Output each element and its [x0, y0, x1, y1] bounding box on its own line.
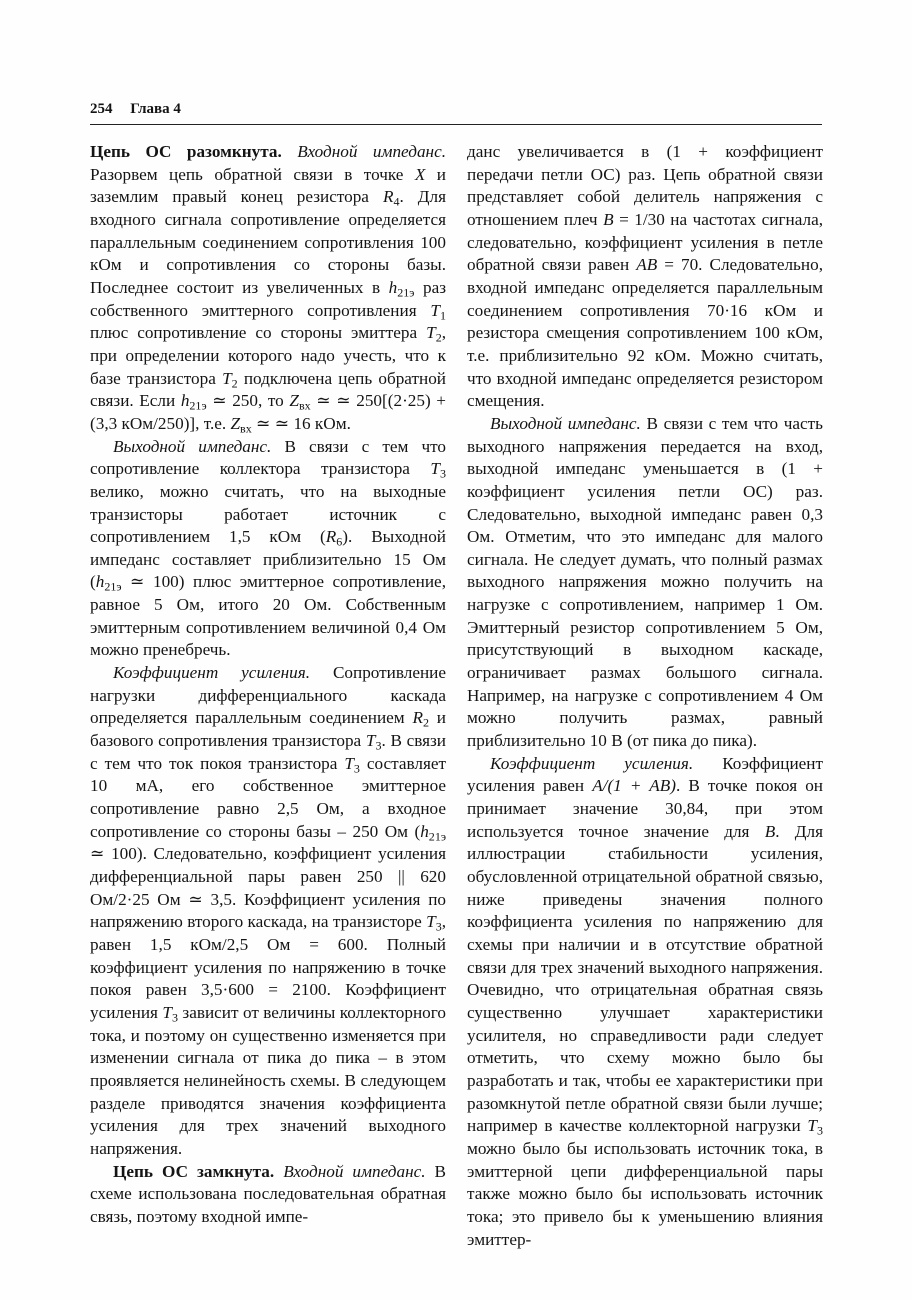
- paragraph-open-loop-output: Выходной импеданс. В связи с тем что сопротивление коллектора транзистора $T_3$ велико, можно считать, что на выходные транзисторы работает источник с сопротивлением 1,5 кОм $(R_6)$. Выходной импеданс составляет приблизительно 15 Ом ($h_{21э}$ ≃ 100) плюс эмиттерное сопротивление, равное 5 Ом, итого 20 Ом. Собственным эмиттерным сопротивлением величиной 0,4 Ом можно пренебречь.: [90, 436, 446, 660]
- paragraph-open-loop-input: Цепь ОС разомкнута. Входной импеданс. Разорвем цепь обратной связи в точке X и заземлим правый конец резистора $R_4$. Для входного сигнала сопротивление определяется параллельным соединением сопротивления 100 кОм и сопротивления со стороны базы. Последнее состоит из увеличенных в $h_{21э}$ раз собственного эмиттерного сопротивления $T_1$ плюс сопротивление со стороны эмиттера $T_2$, при определении которого надо учесть, что к базе транзистора $T_2$ подключена цепь обратной связи. Если $h_{21э}$ ≃ 250, то $Z_{вх}$ ≃ ≃ 250[(2·25) + (3,3 кОм/250)], т.е. $Z_{вх}$ ≃ ≃ 16 кОм.: [90, 142, 446, 436]
- running-header: [90, 100, 822, 118]
- paragraph-closed-loop-gain: Коэффициент усиления. Коэффициент усиления равен A/(1 + AB). В точке покоя он принимает значение 30,84, при этом используется точное значение для B. Для иллюстрации стабильности усиления, обусловленной отрицательной обратной связью, ниже приведены значения полного коэффициента усиления по напряжению для схемы при наличии и в отсутствие обратной связи для трех значений выходного напряжения. Очевидно, что отрицательная обратная связь существенно улучшает характеристики усилителя, но справедливости ради следует отметить, что схему можно было бы разработать и так, чтобы ее характеристики при разомкнутой петле обратной связи были лучше; например в качестве коллекторной нагрузки $T_3$ можно было бы использовать источник тока, в эмиттерной цепи дифференциальной пары также можно было бы использовать источник тока; это привело бы к уменьшению влияния эмиттер-: [467, 753, 823, 1249]
- chapter-title: Глава 4: [130, 101, 181, 117]
- paragraph-closed-loop-input: Цепь ОС замкнута. Входной импеданс. В схеме использована последовательная обратная связь, поэтому входной импе-: [90, 1161, 447, 1226]
- paragraph-open-loop-gain: Коэффициент усиления. Сопротивление нагрузки дифференциального каскада определяется параллельным соединением $R_2$ и базового сопротивления транзистора $T_3$. В связи с тем что ток покоя транзистора $T_3$ составляет 10 мА, его собственное эмиттерное сопротивление равно 2,5 Ом, а входное сопротивление со стороны базы – 250 Ом ($h_{21э}$ ≃ 100). Следовательно, коэффициент усиления дифференциальной пары равен 250 || 620 Ом/2·25 Ом ≃ 3,5. Коэффициент усиления по напряжению второго каскада, на транзисторе $T_3$, равен 1,5 кОм/2,5 Ом = 600. Полный коэффициент усиления по напряжению в точке покоя равен 3,5·600 = 2100. Коэффициент усиления $T_3$ зависит от величины коллекторного тока, и поэтому он существенно изменяется при изменении сигнала от пика до пика – в этом проявляется нелинейность схемы. В следующем разделе приводятся значения коэффициента усиления для трех значений выходного напряжения.: [90, 663, 447, 1158]
- left-column: [90, 141, 446, 1229]
- page-number: 254: [90, 101, 113, 117]
- header-rule: [90, 124, 822, 125]
- paragraph-closed-loop-output: Выходной импеданс. В связи с тем что часть выходного напряжения передается на вход, выходной импеданс уменьшается в (1 + коэффициент усиления петли ОС) раз. Следовательно, выходной импеданс равен 0,3 Ом. Отметим, что это импеданс для малого сигнала. Не следует думать, что полный размах выходного напряжения можно получить на нагрузке с сопротивлением, например 1 Ом. Эмиттерный резистор сопротивлением 5 Ом, присутствующий в выходном каскаде, ограничивает размах большого сигнала. Например, на нагрузке с сопротивлением 4 Ом можно получить размах, равный приблизительно 10 В (от пика до пика).: [467, 413, 823, 751]
- paragraph-closed-loop-input-cont: данс увеличивается в (1 + коэффициент передачи петли ОС) раз. Цепь обратной связи представляет собой делитель напряжения с отношением плеч B = 1/30 на частотах сигнала, следовательно, коэффициент усиления в петле обратной связи равен AB = 70. Следовательно, входной импеданс определяется параллельным соединением сопротивления 70·16 кОм и резистора смещения сопротивлением 100 кОм, т.е. приблизительно 92 кОм. Можно считать, что входной импеданс определяется резистором смещения.: [467, 142, 823, 411]
- right-column: [467, 141, 823, 1251]
